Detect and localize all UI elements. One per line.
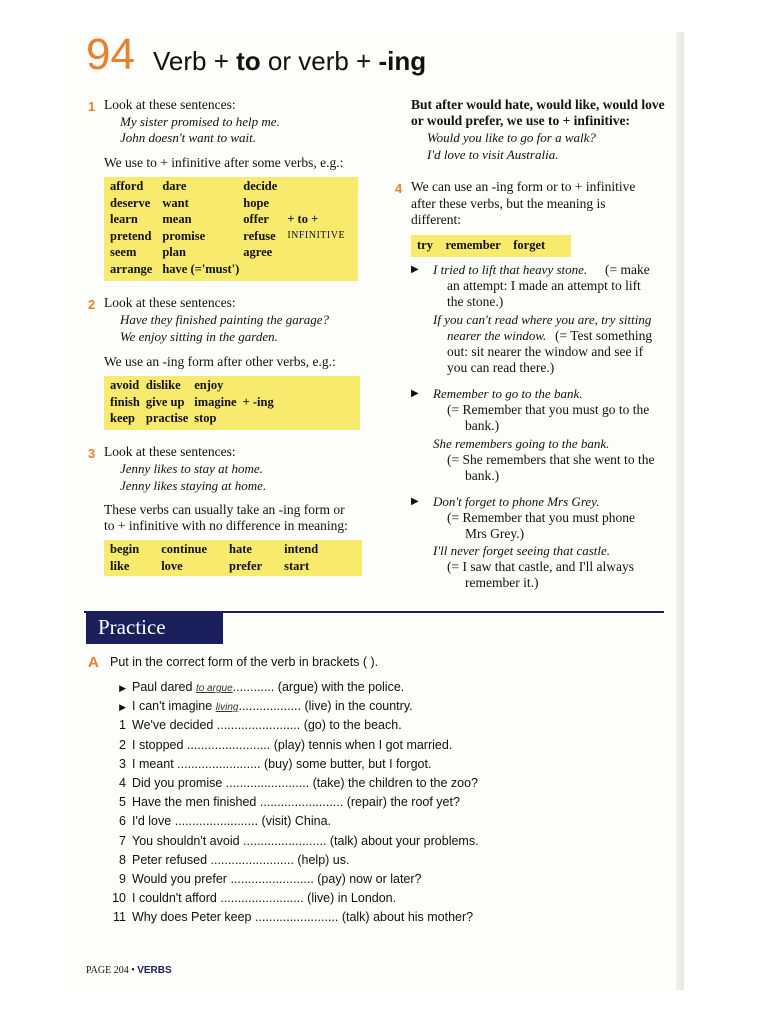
section-2-example-2: We enjoy sitting in the garden.: [120, 329, 278, 344]
section-2-example-1: Have they finished painting the garage?: [120, 312, 330, 327]
verb-cell: agree: [243, 245, 273, 259]
try-explain-1b: an attempt: I made an attempt to lift: [447, 278, 641, 293]
ing-verbs-box: [104, 376, 360, 430]
item-prompt: I stopped: [132, 737, 187, 752]
verb-cell: offer: [243, 212, 269, 226]
try-explain-1c: the stone.): [447, 294, 504, 309]
try-remember-forget-box: try remember forget: [411, 235, 571, 257]
answer-blank[interactable]: ........................: [254, 910, 339, 925]
item-verb-hint: (take) the children to the zoo?: [309, 776, 479, 790]
item-prompt: Paul dared: [132, 680, 196, 694]
item-prompt: Have the men finished: [132, 795, 260, 810]
item-verb-hint: (talk) about your problems.: [326, 833, 479, 848]
exercise-instruction: Put in the correct form of the verb in brackets ( ).: [110, 655, 379, 669]
handwritten-answer: to argue: [195, 683, 233, 694]
exercise-item: [104, 872, 421, 886]
remember-explain-2a: (= She remembers that she went to the: [447, 452, 655, 467]
item-verb-hint: (live) in London.: [303, 891, 397, 906]
item-number: 4: [119, 776, 126, 790]
infinitive-verbs-box: [104, 177, 358, 281]
exercise-item: [104, 814, 331, 828]
bullet-arrow-icon: ▶: [411, 264, 419, 275]
section-2-number: 2: [88, 297, 96, 312]
either-verbs-box: [104, 540, 362, 576]
verb-cell: [243, 377, 280, 394]
exercise-item: [104, 699, 413, 713]
answer-blank[interactable]: ........................: [230, 872, 314, 886]
verb-cell: enjoy: [194, 378, 224, 392]
page-footer: PAGE 204 • VERBS: [86, 965, 172, 976]
verb-cell: avoid: [110, 378, 140, 392]
exercise-item: [104, 680, 404, 694]
remember-explain-1b: bank.): [465, 418, 500, 433]
item-verb-hint: (visit) China.: [258, 814, 331, 829]
item-verb-hint: (pay) now or later?: [313, 872, 422, 886]
remember-example-1: Remember to go to the bank.: [433, 386, 583, 401]
verb-cell: [287, 178, 355, 195]
bullet-arrow-icon: ▶: [411, 496, 419, 507]
item-verb-hint: (talk) about his mother?: [338, 910, 474, 925]
try-explain-2b: out: sit nearer the window and see if: [447, 344, 644, 359]
verb-cell: love: [161, 558, 183, 573]
item-number: 6: [119, 814, 126, 829]
section-3-example-2: Jenny likes staying at home.: [120, 478, 267, 493]
verb-cell: INFINITIVE: [287, 229, 346, 241]
item-verb-hint: (buy) some butter, but I forgot.: [260, 756, 432, 771]
section-4-line-3: different:: [411, 212, 461, 227]
item-number: 2: [119, 737, 126, 752]
item-prompt: We've decided: [132, 718, 217, 733]
section-4-line-1: We can use an -ing form or to + infinitive: [411, 179, 636, 194]
item-verb-hint: (help) us.: [293, 852, 350, 867]
try-explain-2a: (= Test something: [555, 328, 653, 343]
forget-explain-2a: (= I saw that castle, and I'll always: [447, 559, 634, 574]
verb-cell: [243, 410, 280, 427]
verb-cell: have (='must'): [162, 261, 240, 276]
forget-explain-2b: remember it.): [465, 575, 539, 590]
answer-blank[interactable]: ........................: [210, 852, 294, 867]
verb-cell: [287, 244, 355, 261]
forget-explain-1a: (= Remember that you must phone: [447, 510, 635, 525]
exercise-item: [104, 795, 460, 809]
unit-number: 94: [86, 30, 135, 79]
section-4-line-2: after these verbs, but the meaning is: [411, 196, 606, 211]
verb-cell: imagine: [194, 394, 237, 409]
item-prompt: I'd love: [132, 814, 175, 829]
try-example-2a: If you can't read where you are, try sitting: [433, 312, 652, 327]
item-verb-hint: (argue) with the police.: [274, 680, 405, 694]
verb-cell: [287, 195, 355, 212]
verb-cell: practise: [145, 411, 189, 425]
item-number: 9: [119, 872, 126, 886]
section-3-intro: Look at these sentences:: [104, 444, 236, 459]
verb-cell: arrange: [110, 261, 153, 276]
verb-cell: decide: [243, 179, 278, 193]
try-example-2b: nearer the window.: [447, 328, 547, 343]
item-prompt: I meant: [132, 756, 178, 771]
item-number: ▶: [119, 702, 126, 713]
verb-cell: dare: [162, 179, 187, 193]
section-3-number: 3: [88, 446, 96, 461]
verb-cell: learn: [110, 212, 138, 226]
verb-cell: want: [162, 195, 189, 210]
right-intro-line-2: or would prefer, we use to + infinitive:: [411, 113, 630, 128]
verb-cell: [287, 261, 355, 278]
answer-blank[interactable]: ........................: [220, 891, 304, 906]
section-3-rule-2: to + infinitive with no difference in meaning:: [104, 518, 348, 533]
exercise-item: [104, 776, 478, 790]
verb-cell: prefer: [229, 558, 263, 573]
exercise-item: [104, 853, 349, 867]
section-3-example-1: Jenny likes to stay at home.: [120, 461, 263, 476]
practice-heading: Practice: [86, 612, 223, 644]
verb-cell: pretend: [110, 228, 152, 243]
answer-blank[interactable]: ........................: [186, 737, 271, 752]
verb-cell: keep: [110, 411, 135, 425]
answer-blank[interactable]: ........................: [177, 756, 261, 771]
exercise-item: [104, 910, 473, 924]
item-number: 8: [119, 852, 126, 867]
verb-cell: give up: [145, 394, 185, 409]
verb-cell: promise: [162, 228, 206, 243]
forget-example-2: I'll never forget seeing that castle.: [433, 543, 611, 558]
item-number: 1: [119, 718, 126, 733]
section-1-example-2: John doesn't want to wait.: [120, 130, 257, 145]
item-prompt: Would you prefer: [132, 872, 231, 886]
forget-example-1: Don't forget to phone Mrs Grey.: [433, 494, 600, 509]
remember-explain-1a: (= Remember that you must go to the: [447, 402, 650, 417]
verb-cell: hope: [243, 195, 269, 210]
bullet-arrow-icon: ▶: [411, 388, 419, 399]
item-number: 7: [119, 833, 126, 848]
item-number: ▶: [119, 683, 126, 693]
item-prompt: Peter refused: [132, 852, 211, 867]
verb-cell: finish: [110, 394, 140, 409]
section-4-number: 4: [395, 181, 403, 196]
try-example-1: I tried to lift that heavy stone.: [433, 262, 588, 277]
verb-cell: begin: [110, 542, 140, 556]
item-prompt: Why does Peter keep: [132, 910, 255, 925]
item-prompt: Did you promise: [132, 776, 226, 790]
item-number: 3: [119, 756, 126, 771]
answer-blank[interactable]: ........................: [225, 776, 310, 790]
verb-cell: intend: [284, 542, 319, 556]
item-prompt: I can't imagine: [132, 699, 216, 714]
right-example-1: Would you like to go for a walk?: [427, 130, 596, 145]
section-2-intro: Look at these sentences:: [104, 295, 236, 310]
section-1-number: 1: [88, 99, 96, 114]
verb-cell: seem: [110, 245, 137, 259]
exercise-letter: A: [88, 654, 99, 671]
item-number: 11: [113, 910, 126, 925]
verb-cell: hate: [229, 542, 252, 556]
answer-blank[interactable]: ............: [232, 680, 275, 694]
item-verb-hint: (go) to the beach.: [300, 718, 402, 733]
remember-explain-2b: bank.): [465, 468, 500, 483]
exercise-item: [104, 757, 431, 771]
section-1-example-1: My sister promised to help me.: [120, 114, 280, 129]
remember-example-2: She remembers going to the bank.: [433, 436, 610, 451]
verb-cell: dislike: [145, 378, 181, 392]
exercise-item: [104, 891, 396, 905]
section-2-rule: We use an -ing form after other verbs, e.g.:: [104, 354, 336, 369]
verb-cell: deserve: [110, 195, 151, 210]
answer-blank[interactable]: ........................: [216, 718, 301, 733]
unit-title: Verb + to or verb + -ing: [153, 46, 427, 76]
verb-cell: plan: [162, 245, 186, 259]
verb-cell: + to +: [287, 212, 319, 226]
item-verb-hint: (repair) the roof yet?: [343, 795, 460, 810]
verb-cell: refuse: [243, 228, 276, 243]
answer-blank[interactable]: ........................: [259, 795, 344, 810]
verb-cell: [243, 261, 287, 278]
right-example-2: I'd love to visit Australia.: [427, 147, 559, 162]
item-number: 10: [112, 891, 126, 906]
section-1-rule: We use to + infinitive after some verbs, e.g.:: [104, 155, 344, 170]
try-explain-1a: (= make: [605, 262, 650, 277]
section-1-intro: Look at these sentences:: [104, 97, 236, 112]
verb-cell: like: [110, 558, 130, 573]
section-3-rule-1: These verbs can usually take an -ing form or: [104, 502, 345, 517]
item-prompt: I couldn't afford: [132, 891, 221, 906]
exercise-item: [104, 738, 452, 752]
verb-cell: start: [284, 558, 310, 573]
handwritten-answer: living: [215, 702, 239, 714]
answer-blank[interactable]: ........................: [243, 833, 327, 848]
forget-explain-1b: Mrs Grey.): [465, 526, 525, 541]
exercise-item: [104, 834, 479, 848]
verb-cell: mean: [162, 212, 192, 226]
verb-cell: continue: [161, 542, 208, 556]
verb-cell: afford: [110, 179, 144, 193]
item-number: 5: [119, 795, 126, 810]
item-verb-hint: (play) tennis when I got married.: [270, 737, 453, 752]
right-intro-line-1: But after would hate, would like, would love: [411, 97, 665, 112]
item-prompt: You shouldn't avoid: [132, 833, 244, 848]
verb-cell: + -ing: [242, 394, 274, 409]
answer-blank[interactable]: ........................: [174, 814, 259, 829]
answer-blank[interactable]: ..................: [238, 699, 301, 714]
item-verb-hint: (live) in the country.: [301, 699, 413, 714]
page-edge: [676, 32, 684, 990]
try-explain-2c: you can read there.): [447, 360, 555, 375]
exercise-item: [104, 718, 402, 732]
verb-cell: stop: [194, 411, 217, 425]
